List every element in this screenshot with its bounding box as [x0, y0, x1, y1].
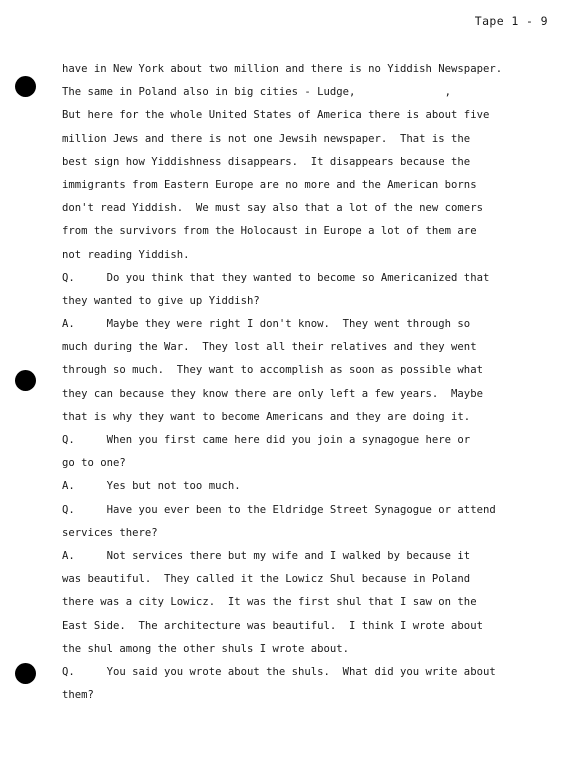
transcript-line: A. Maybe they were right I don't know. They went through so — [62, 318, 471, 331]
transcript-line: best sign how Yiddishness disappears. It disappears because the — [62, 155, 471, 168]
transcript-line: Q. When you first came here did you join a synagogue here or — [62, 434, 471, 446]
transcript-line: Q. Have you ever been to the Eldridge Street Synagogue or attend — [62, 503, 496, 516]
transcript-line: much during the War. They lost all their relatives and they went — [62, 341, 477, 354]
binder-hole-top — [15, 76, 36, 97]
transcript-line: But here for the whole United States of America there is about five — [62, 109, 490, 122]
transcript-body — [62, 58, 562, 707]
transcript-line: immigrants from Eastern Europe are no more and the American borns — [62, 178, 477, 191]
transcript-line: A. Not services there but my wife and I walked by because it — [62, 549, 471, 562]
transcript-line: not reading Yiddish. — [62, 248, 190, 261]
transcript-line: them? — [62, 689, 94, 702]
page-number-label: Tape 1 - 9 — [474, 14, 548, 28]
transcript-line: that is why they want to become Americans and they are doing it. — [62, 410, 471, 423]
transcript-line: The same in Poland also in big cities - Ludge, , — [62, 86, 452, 99]
transcript-line: through so much. They want to accomplish as soon as possible what — [62, 364, 483, 377]
transcript-line: they can because they know there are only left a few years. Maybe — [62, 387, 483, 400]
transcript-line: from the survivors from the Holocaust in Europe a lot of them are — [62, 225, 477, 238]
binder-hole-middle — [15, 370, 36, 391]
transcript-line: have in New York about two million and there is no Yiddish Newspaper. — [62, 63, 503, 75]
transcript-line: million Jews and there is not one Jewsih newspaper. That is the — [62, 132, 471, 145]
transcript-line: they wanted to give up Yiddish? — [62, 294, 260, 307]
transcript-line: Q. You said you wrote about the shuls. What did you write about — [62, 665, 496, 678]
transcript-line: was beautiful. They called it the Lowicz Shul because in Poland — [62, 573, 471, 586]
transcript-line: go to one? — [62, 457, 126, 470]
transcript-line: services there? — [62, 526, 158, 539]
transcript-line: A. Yes but not too much. — [62, 480, 241, 493]
binder-hole-bottom — [15, 663, 36, 684]
transcript-line: don't read Yiddish. We must say also that a lot of the new comers — [62, 202, 483, 215]
transcript-line: the shul among the other shuls I wrote about. — [62, 642, 350, 655]
transcript-line: Q. Do you think that they wanted to become so Americanized that — [62, 271, 490, 284]
transcript-line: East Side. The architecture was beautiful. I think I wrote about — [62, 619, 483, 632]
transcript-line: there was a city Lowicz. It was the first shul that I saw on the — [62, 596, 477, 609]
